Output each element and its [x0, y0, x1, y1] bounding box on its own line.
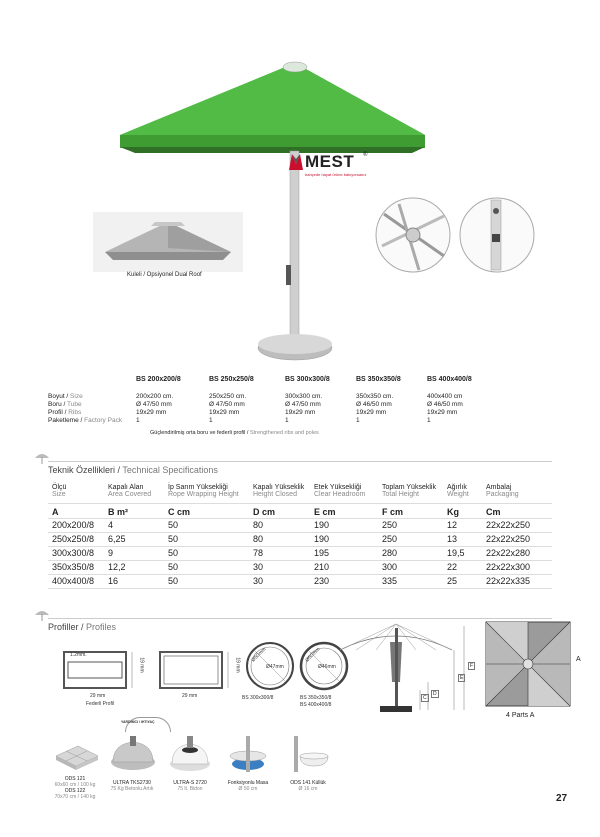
- col-head-closed: Kapalı Yükseklik Height Closed: [253, 484, 305, 498]
- spec-value: 1: [285, 417, 289, 424]
- table-cell: 210: [314, 562, 330, 572]
- col-head-headroom: Etek Yüksekliği Clear Headroom: [314, 484, 366, 498]
- brand-tagline: bahçede hayat ürüne bakıyorsanız: [305, 172, 367, 177]
- p2-height-label: 19 mm: [234, 657, 241, 673]
- base-spec: Ø 50 cm: [238, 786, 258, 792]
- spec-value: 19x29 mm: [136, 409, 167, 416]
- spec-note: Güçlendirilmiş orta boru ve federli profil / Strengthened ribs and poles: [150, 430, 319, 436]
- code-headroom: E cm: [314, 507, 336, 517]
- table-cell: 80: [253, 534, 264, 544]
- dim-letter-f: F: [470, 663, 474, 669]
- table-cell: 190: [314, 534, 330, 544]
- parts-caption: 4 Parts A: [506, 712, 535, 719]
- table-cell: 22x22x300: [486, 562, 531, 572]
- p1-width-label: 29 mm: [90, 693, 106, 699]
- pole-crank-detail: [458, 196, 536, 274]
- base-name: ODS 141 Küllük: [290, 780, 326, 786]
- table-cell: 200x200/8: [52, 520, 95, 530]
- code-area: B m²: [108, 507, 128, 517]
- plan-dim-a: A: [576, 656, 581, 663]
- spec-label: Boru / Tube: [48, 401, 82, 408]
- spec-label: Profil / Ribs: [48, 409, 82, 416]
- dim-letter-e: E: [460, 675, 464, 681]
- p1-height-label: 19 mm: [138, 657, 145, 673]
- c2-caption-2: BS 400x400/8: [300, 702, 332, 708]
- dual-roof-illustration: [93, 212, 243, 272]
- spec-value: 350x350 cm.: [356, 393, 394, 400]
- base-name: ULTRA TKS2730: [113, 780, 151, 786]
- base-name: ULTRA-S 2720: [173, 780, 207, 786]
- base-ultra-tks-image: [108, 734, 158, 774]
- table-cell: 190: [314, 520, 330, 530]
- table-cell: 12,2: [108, 562, 126, 572]
- base-table: [220, 780, 276, 792]
- spec-value: 1: [356, 417, 360, 424]
- base-name: Fonksiyonlu Masa: [227, 780, 269, 786]
- spec-value: Ø 47/50 mm: [136, 401, 172, 408]
- col-head-rope: İp Sarım Yüksekliği Rope Wrapping Height: [168, 484, 239, 498]
- row-rule: [48, 546, 552, 547]
- brand-logo-mark: [287, 152, 305, 172]
- code-packaging: Cm: [486, 507, 501, 517]
- table-cell: 300: [382, 562, 398, 572]
- table-cell: 50: [168, 548, 179, 558]
- base-spec: 75 lt. Bidon: [177, 786, 203, 792]
- c1-outer-label: Ø50mm: [250, 646, 268, 664]
- table-cell: 50: [168, 576, 179, 586]
- p1-top-label: 1.2mm.: [70, 652, 87, 658]
- table-cell: 9: [108, 548, 114, 558]
- table-cell: 400x400/8: [52, 576, 95, 586]
- spec-header-0: BS 200x200/8: [136, 376, 181, 383]
- base-ashtray: [280, 780, 336, 792]
- rib-joint-detail: [374, 196, 452, 274]
- table-cell: 300x300/8: [52, 548, 95, 558]
- base-spec: Ø 16 cm: [298, 786, 318, 792]
- spec-label: Boyut / Size: [48, 393, 83, 400]
- base-name: ODS 121: [64, 776, 86, 782]
- table-cell: 80: [253, 520, 264, 530]
- col-head-packaging: Ambalaj Packaging: [486, 484, 519, 498]
- table-cell: 22x22x280: [486, 548, 531, 558]
- table-cell: 13: [447, 534, 458, 544]
- badge-text: YARDIMCI / IHTIYAÇ: [121, 720, 155, 724]
- code-total: F cm: [382, 507, 404, 517]
- spec-value: 19x29 mm: [285, 409, 316, 416]
- c2-outer-label: Ø50mm: [304, 646, 322, 664]
- section-line: [48, 618, 552, 619]
- p2-width-label: 29 mm: [182, 693, 198, 699]
- table-cell: 30: [253, 562, 264, 572]
- table-cell: 50: [168, 534, 179, 544]
- code-closed: D cm: [253, 507, 276, 517]
- brand-logo: [287, 150, 387, 190]
- spec-value: 1: [209, 417, 213, 424]
- roof-inset: [93, 212, 243, 278]
- table-cell: 22x22x250: [486, 520, 531, 530]
- plain-profile-drawing: [154, 648, 234, 692]
- table-cell: 195: [314, 548, 330, 558]
- table-cell: 250: [382, 520, 398, 530]
- page-number: 27: [556, 793, 568, 804]
- base-ods-121: [44, 776, 106, 800]
- col-head-size: Ölçü Size: [52, 484, 67, 498]
- base-spec: 70x70 cm / 140 kg: [54, 794, 96, 800]
- umbrella-section-icon: [34, 609, 50, 621]
- spec-value: 200x200 cm.: [136, 393, 174, 400]
- row-rule: [48, 560, 552, 561]
- table-cell: 22x22x250: [486, 534, 531, 544]
- spec-header-3: BS 350x350/8: [356, 376, 401, 383]
- row-rule: [48, 574, 552, 575]
- profiles-title: Profiller / Profiles: [48, 622, 117, 632]
- table-cell: 280: [382, 548, 398, 558]
- dim-letter-c: C: [423, 695, 427, 701]
- base-ultra-s-image: [168, 734, 212, 774]
- table-cell: 12: [447, 520, 458, 530]
- c2-inner-label: Ø46mm: [318, 664, 336, 670]
- base-spec: 75 Kg Betonlu Artık: [110, 786, 154, 792]
- header-rule: [48, 503, 552, 504]
- tech-specs-title: Teknik Özellikleri / Technical Specifications: [48, 465, 218, 475]
- umbrella-elevation-diagram: [336, 620, 476, 720]
- umbrella-section-icon: [34, 452, 50, 464]
- table-cell: 335: [382, 576, 398, 586]
- base-ultra-s: [164, 780, 216, 792]
- table-cell: 50: [168, 520, 179, 530]
- table-cell: 230: [314, 576, 330, 586]
- spec-value: 300x300 cm.: [285, 393, 323, 400]
- spec-value: Ø 46/50 mm: [427, 401, 463, 408]
- table-cell: 250: [382, 534, 398, 544]
- c1-inner-label: Ø47mm: [266, 664, 284, 670]
- spec-value: 1: [136, 417, 140, 424]
- spec-value: Ø 46/50 mm: [356, 401, 392, 408]
- base-ashtray-image: [286, 734, 332, 774]
- table-cell: 22x22x335: [486, 576, 531, 586]
- spec-label: Paketleme / Factory Pack: [48, 417, 123, 424]
- c2-caption-1: BS 350x350/8: [300, 695, 332, 701]
- spec-header-2: BS 300x300/8: [285, 376, 330, 383]
- section-line: [48, 461, 552, 462]
- umbrella-plan-view: [484, 620, 574, 710]
- spec-value: Ø 47/50 mm: [285, 401, 321, 408]
- spec-value: Ø 47/50 mm: [209, 401, 245, 408]
- spec-header-1: BS 250x250/8: [209, 376, 254, 383]
- spec-header-4: BS 400x400/8: [427, 376, 472, 383]
- table-cell: 4: [108, 520, 114, 530]
- table-cell: 19,5: [447, 548, 465, 558]
- spec-value: 250x250 cm.: [209, 393, 247, 400]
- table-cell: 16: [108, 576, 119, 586]
- table-cell: 350x350/8: [52, 562, 95, 572]
- spec-value: 19x29 mm: [209, 409, 240, 416]
- code-rope: C cm: [168, 507, 191, 517]
- brand-registered: ®: [363, 152, 368, 158]
- table-cell: 78: [253, 548, 264, 558]
- code-size: A: [52, 507, 59, 517]
- spec-value: 400x400 cm: [427, 393, 463, 400]
- spec-value: 1: [427, 417, 431, 424]
- spec-value: 19x29 mm: [356, 409, 387, 416]
- table-cell: 25: [447, 576, 458, 586]
- row-rule: [48, 532, 552, 533]
- table-cell: 50: [168, 562, 179, 572]
- row-rule: [48, 588, 552, 589]
- base-name: ODS 122: [64, 788, 86, 794]
- code-weight: Kg: [447, 507, 459, 517]
- base-spec: 60x60 cm / 100 kg: [54, 782, 96, 788]
- table-cell: 30: [253, 576, 264, 586]
- table-cell: 6,25: [108, 534, 126, 544]
- table-cell: 250x250/8: [52, 534, 95, 544]
- table-cell: 22: [447, 562, 458, 572]
- brand-name: MEST: [305, 152, 355, 171]
- spec-value: 19x29 mm: [427, 409, 458, 416]
- row-rule: [48, 518, 552, 519]
- col-head-area: Kapalı Alan Area Covered: [108, 484, 152, 498]
- base-table-image: [228, 734, 268, 774]
- dim-letter-d: D: [433, 691, 437, 697]
- c1-caption: BS 300x300/8: [242, 695, 274, 701]
- base-ods-121-image: [52, 734, 100, 774]
- p1-caption: Federli Profil: [86, 701, 115, 707]
- base-ultra-tks: [104, 780, 160, 792]
- roof-caption: Kuleli / Opsiyonel Dual Roof: [127, 272, 202, 278]
- col-head-total: Toplam Yükseklik Total Height: [382, 484, 436, 498]
- col-head-weight: Ağırlık Weight: [447, 484, 469, 498]
